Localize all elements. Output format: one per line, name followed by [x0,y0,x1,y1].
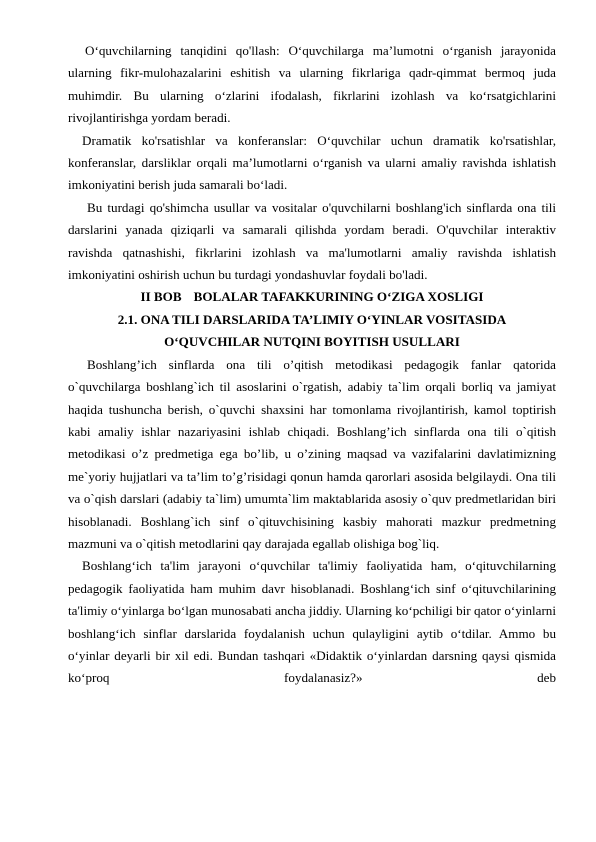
chapter-heading [68,286,556,308]
paragraph-methodology: Boshlang’ich sinflarda ona tili o’qitish metodikasi pedagogik fanlar qatorida o`quvchilarga boshlang`ich til asoslarini o`rgatish, adabiy ta`lim orqali borliq va jamiyat haqida tushuncha berish, o`quvchi shaxsini har tomonlama rivojlantirish, kamol toptirish kabi amaliy ishlar nazariyasini ishlab chiqadi. Boshlang’ich sinflarda ona tili o`qitish metodikasi o’z predmetiga ega bo’lib, u o’zining maqsad va vazifalarini davlatimizning me`yoriy hujjatlari va ta’lim to’g’risidagi qonun hamda qarorlari asosida belgilaydi. Ona tili va o`qish darslari (adabiy ta`lim) umumta`lim maktablarida asosiy o`quv predmetlaridan biri hisoblanadi. Boshlang`ich sinf o`qituvchisining kasbiy mahorati mazkur predmetning mazmuni va o`qitish metodlarini qay darajada egallab olishiga bog`liq. [68,356,556,551]
paragraph-additional-methods: Bu turdagi qo'shimcha usullar va vositalar o'quvchilarni boshlang'ich sinflarda ona tili darslarini yanada qiziqarli va samarali qilishda yordam beradi. O'quvchilar interaktiv ravishda qatnashishi, fikrlarini izohlash va ma'lumotlarni amaliy ravishda ishlatish imkoniyatini oshirish uchun bu turdagi yondashuvlar foydali bo'ladi. [68,199,556,283]
document-page [68,40,556,690]
paragraph-dramatic-shows: Dramatik ko'rsatishlar va konferanslar: O‘quvchilar uchun dramatik ko'rsatishlar, konferanslar, darsliklar orqali ma’lumotlarni o‘rganish va ularni amaliy ravishda ishlatish imkoniyatini berish juda samarali bo‘ladi. [68,132,556,193]
paragraph-primary-education: Boshlang‘ich ta'lim jarayoni o‘quvchilar ta'limiy faoliyatida ham, o‘qituvchilarning pedagogik faoliyatida ham muhim davr hisoblanadi. Boshlang‘ich sinf o‘qituvchilarining ta'limiy o‘yinlarga bo‘lgan munosabati ancha jiddiy. Ularning ko‘pchiligi bir qator o‘yinlarni boshlang‘ich sinflar darslarida foydalanish uchun qulayligini aytib o‘tdilar. Ammo bu o‘yinlar deyarli bir xil edi. Bundan tashqari «Didaktik o‘yinlardan darsning qaysi qismida ko‘proq foydalanasiz?» deb [68,558,556,686]
paragraph-student-critique: O‘quvchilarning tanqidini qo'llash: O‘quvchilarga ma’lumotni o‘rganish jarayonida ularning fikr-mulohazalarini eshitish va ularning fikrlariga qadr-qimmat bermoq juda muhimdir. Bu ularning o‘zlarini ifodalash, fikrlarini izohlash va ko‘rsatgichlarini rivojlantirishga yordam beradi. [68,43,556,126]
section-heading-line-1: 2.1. ONA TILI DARSLARIDA TA’LIMIY O‘YINLAR VOSITASIDA [117,311,507,327]
section-heading-line-2: O‘QUVCHILAR NUTQINI BOYITISH USULLARI [164,334,460,350]
chapter-number: II BOB [140,289,182,305]
chapter-title: BOLALAR TAFAKKURINING O‘ZIGA XOSLIGI [193,289,484,305]
